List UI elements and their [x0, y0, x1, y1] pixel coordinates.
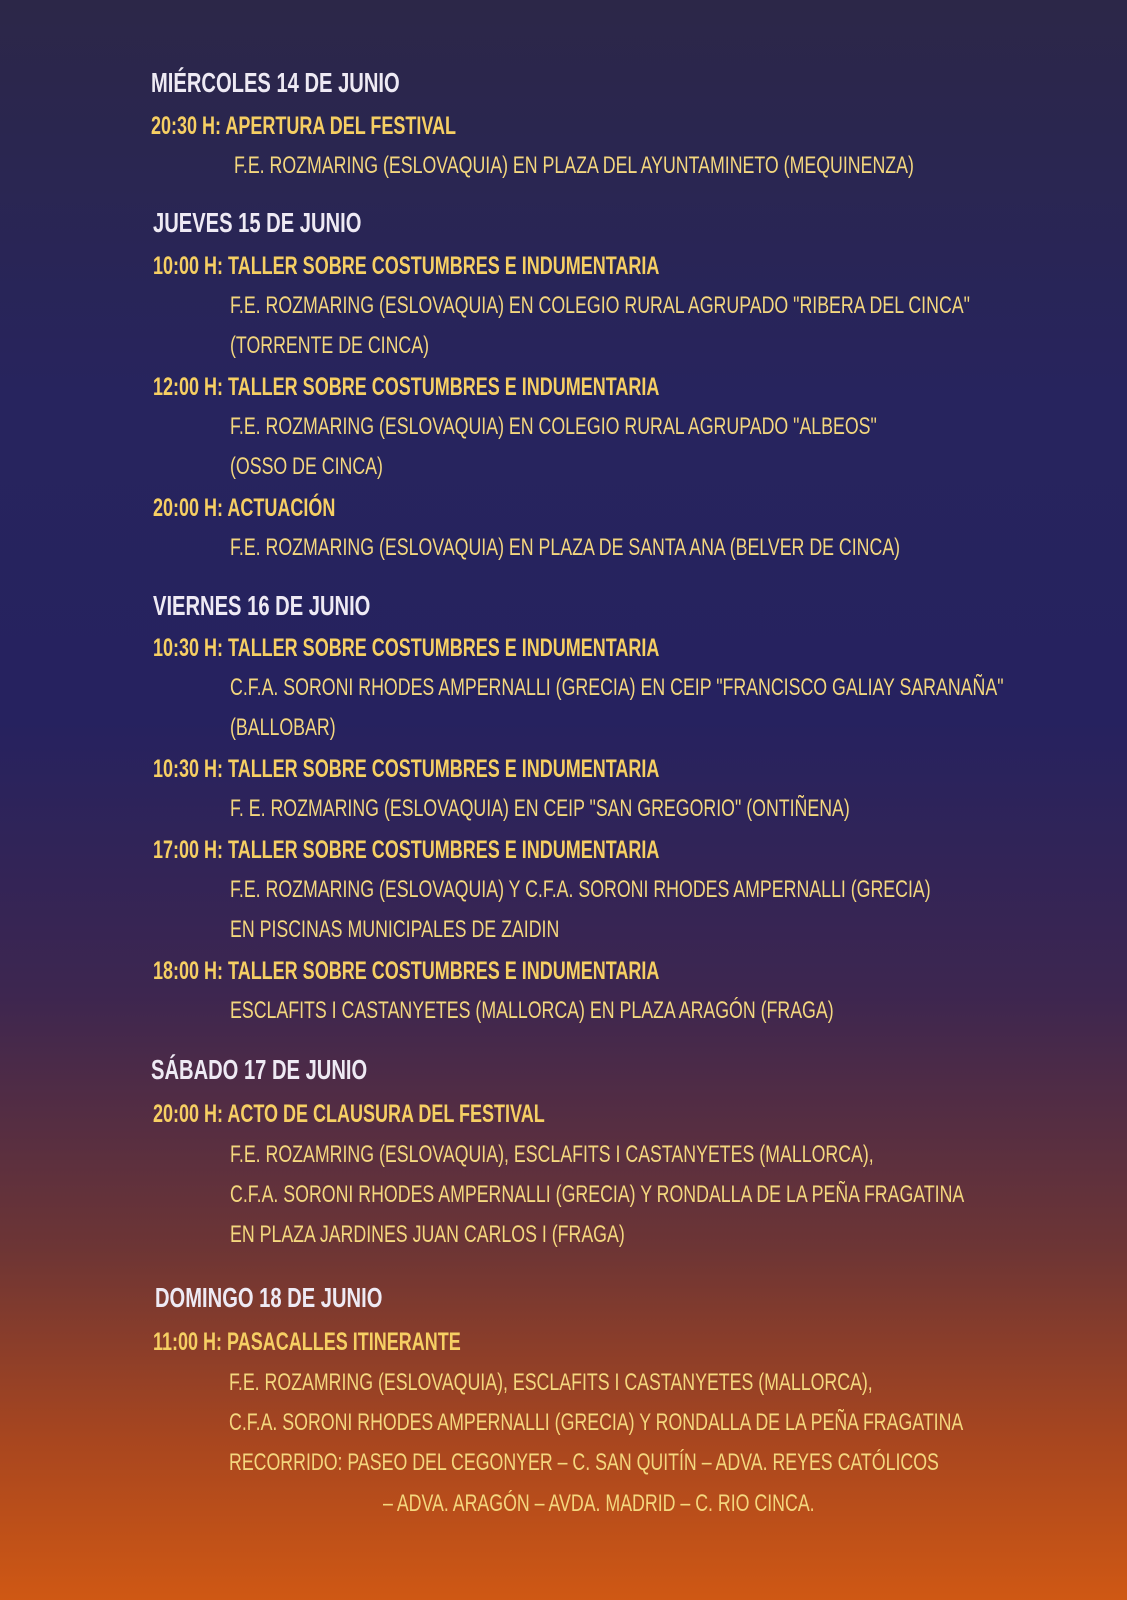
event-heading: 12:00 H: TALLER SOBRE COSTUMBRES E INDUMENTARIA — [153, 373, 660, 401]
event-line: F.E. ROZMARING (ESLOVAQUIA) EN COLEGIO RURAL AGRUPADO "ALBEOS" — [230, 413, 877, 440]
event-line: C.F.A. SORONI RHODES AMPERNALLI (GRECIA) Y RONDALLA DE LA PEÑA FRAGATINA — [229, 1409, 964, 1436]
event-line: C.F.A. SORONI RHODES AMPERNALLI (GRECIA) EN CEIP "FRANCISCO GALIAY SARANAÑA" — [230, 674, 1004, 701]
event-line: – ADVA. ARAGÓN – AVDA. MADRID – C. RIO CINCA. — [383, 1490, 815, 1517]
event-line: F.E. ROZMARING (ESLOVAQUIA) EN PLAZA DE SANTA ANA (BELVER DE CINCA) — [230, 534, 901, 561]
event-line: F.E. ROZMARING (ESLOVAQUIA) EN PLAZA DEL AYUNTAMINETO (MEQUINENZA) — [234, 152, 914, 179]
event-line: ESCLAFITS I CASTANYETES (MALLORCA) EN PLAZA ARAGÓN (FRAGA) — [230, 997, 834, 1024]
event-line: (TORRENTE DE CINCA) — [230, 332, 429, 359]
event-line: RECORRIDO: PASEO DEL CEGONYER – C. SAN QUITÍN – ADVA. REYES CATÓLICOS — [229, 1449, 939, 1476]
event-heading: 11:00 H: PASACALLES ITINERANTE — [153, 1328, 461, 1356]
event-heading: 10:30 H: TALLER SOBRE COSTUMBRES E INDUMENTARIA — [153, 634, 660, 662]
event-line: EN PLAZA JARDINES JUAN CARLOS I (FRAGA) — [230, 1221, 625, 1248]
event-line: F.E. ROZAMRING (ESLOVAQUIA), ESCLAFITS I CASTANYETES (MALLORCA), — [230, 1141, 874, 1168]
event-line: EN PISCINAS MUNICIPALES DE ZAIDIN — [230, 916, 560, 943]
day-title-thursday: JUEVES 15 DE JUNIO — [153, 207, 362, 238]
event-heading: 20:00 H: ACTO DE CLAUSURA DEL FESTIVAL — [153, 1100, 545, 1128]
event-heading: 17:00 H: TALLER SOBRE COSTUMBRES E INDUMENTARIA — [153, 836, 660, 864]
event-line: F.E. ROZMARING (ESLOVAQUIA) Y C.F.A. SORONI RHODES AMPERNALLI (GRECIA) — [230, 876, 931, 903]
day-title-saturday: SÁBADO 17 DE JUNIO — [151, 1054, 368, 1085]
event-line: F. E. ROZMARING (ESLOVAQUIA) EN CEIP "SAN GREGORIO" (ONTIÑENA) — [230, 795, 850, 822]
event-line: (OSSO DE CINCA) — [230, 453, 383, 480]
event-line: F.E. ROZAMRING (ESLOVAQUIA), ESCLAFITS I CASTANYETES (MALLORCA), — [229, 1369, 873, 1396]
event-line: F.E. ROZMARING (ESLOVAQUIA) EN COLEGIO RURAL AGRUPADO "RIBERA DEL CINCA" — [230, 292, 970, 319]
day-title-friday: VIERNES 16 DE JUNIO — [153, 590, 371, 621]
event-heading: 18:00 H: TALLER SOBRE COSTUMBRES E INDUMENTARIA — [153, 957, 660, 985]
event-heading: 10:00 H: TALLER SOBRE COSTUMBRES E INDUMENTARIA — [153, 252, 660, 280]
day-title-wednesday: MIÉRCOLES 14 DE JUNIO — [151, 67, 400, 98]
event-line: C.F.A. SORONI RHODES AMPERNALLI (GRECIA) Y RONDALLA DE LA PEÑA FRAGATINA — [230, 1181, 965, 1208]
event-heading: 10:30 H: TALLER SOBRE COSTUMBRES E INDUMENTARIA — [153, 755, 660, 783]
event-heading: 20:30 H: APERTURA DEL FESTIVAL — [151, 112, 457, 140]
event-heading: 20:00 H: ACTUACIÓN — [153, 494, 336, 522]
day-title-sunday: DOMINGO 18 DE JUNIO — [155, 1282, 383, 1313]
event-line: (BALLOBAR) — [230, 714, 336, 741]
